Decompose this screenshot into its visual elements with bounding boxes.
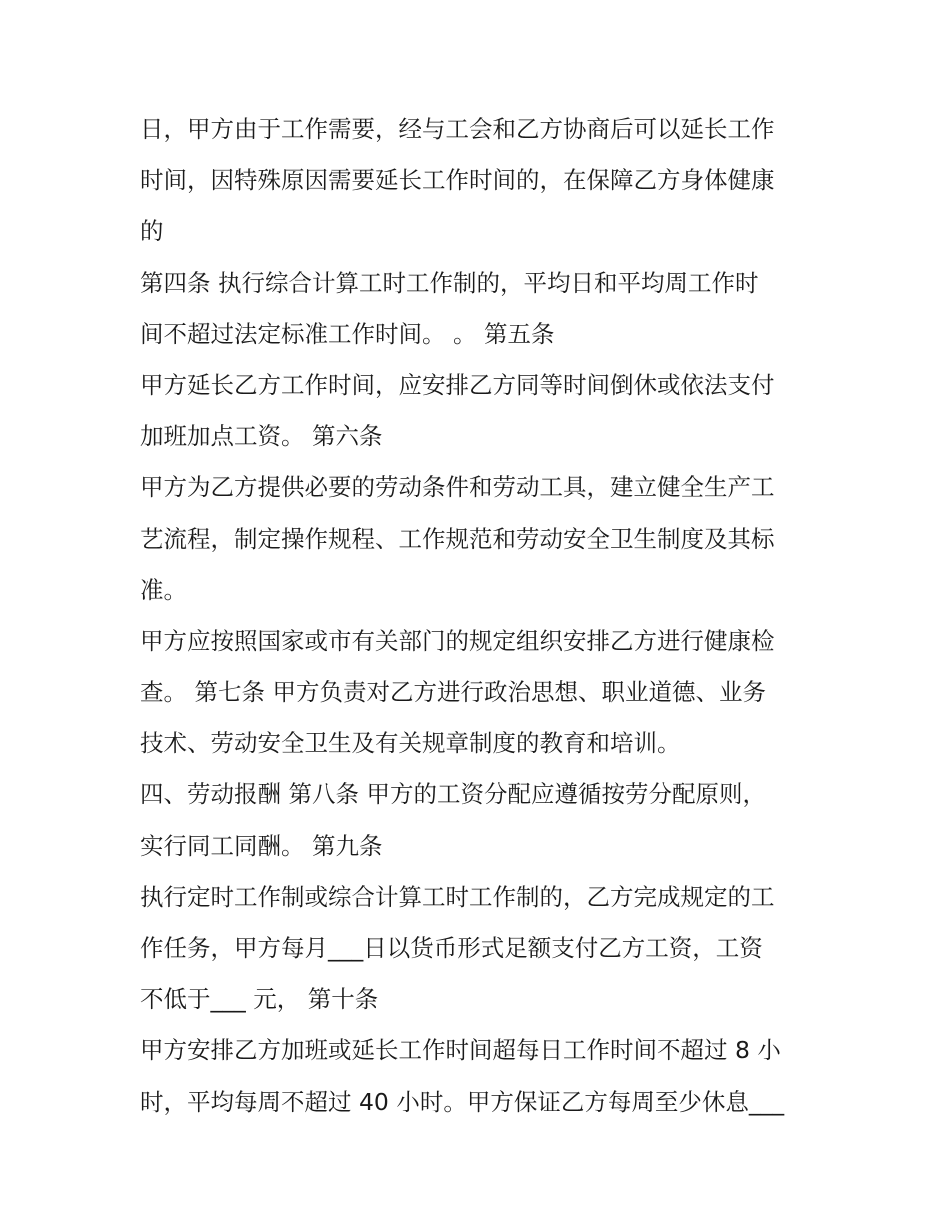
text-line: 查。 第七条 甲方负责对乙方进行政治思想、职业道德、业务 bbox=[140, 678, 766, 707]
text-line: 技术、劳动安全卫生及有关规章制度的教育和培训。 bbox=[140, 729, 681, 758]
text-line: 第四条 执行综合计算工时工作制的，平均日和平均周工作时 bbox=[140, 268, 759, 297]
text-line: 准。 bbox=[140, 575, 187, 604]
text-line: 艺流程，制定操作规程、工作规范和劳动安全卫生制度及其标 bbox=[140, 524, 775, 553]
text-line: 间不超过法定标准工作时间。 。 第五条 bbox=[140, 319, 555, 348]
text-line: 甲方为乙方提供必要的劳动条件和劳动工具，建立健全生产工 bbox=[140, 473, 775, 502]
text-line: 的 bbox=[140, 217, 164, 246]
text-line: 不低于___ 元， 第十条 bbox=[140, 985, 379, 1014]
text-line: 甲方安排乙方加班或延长工作时间超每日工作时间不超过 8 小 bbox=[140, 1036, 781, 1065]
text-line: 四、劳动报酬 第八条 甲方的工资分配应遵循按劳分配原则， bbox=[140, 780, 766, 809]
text-line: 加班加点工资。 第六条 bbox=[140, 422, 383, 451]
text-line: 时间，因特殊原因需要延长工作时间的，在保障乙方身体健康 bbox=[140, 166, 775, 195]
text-line: 甲方延长乙方工作时间，应安排乙方同等时间倒休或依法支付 bbox=[140, 370, 775, 399]
document-body bbox=[140, 104, 830, 1128]
text-line: 执行定时工作制或综合计算工时工作制的，乙方完成规定的工 bbox=[140, 882, 775, 911]
text-line: 实行同工同酬。 第九条 bbox=[140, 831, 383, 860]
text-line: 甲方应按照国家或市有关部门的规定组织安排乙方进行健康检 bbox=[140, 626, 775, 655]
text-line: 时，平均每周不超过 40 小时。甲方保证乙方每周至少休息___ bbox=[140, 1087, 785, 1116]
text-line: 日，甲方由于工作需要，经与工会和乙方协商后可以延长工作 bbox=[140, 115, 775, 143]
text-line: 作任务，甲方每月___日以货币形式足额支付乙方工资，工资 bbox=[140, 934, 763, 962]
